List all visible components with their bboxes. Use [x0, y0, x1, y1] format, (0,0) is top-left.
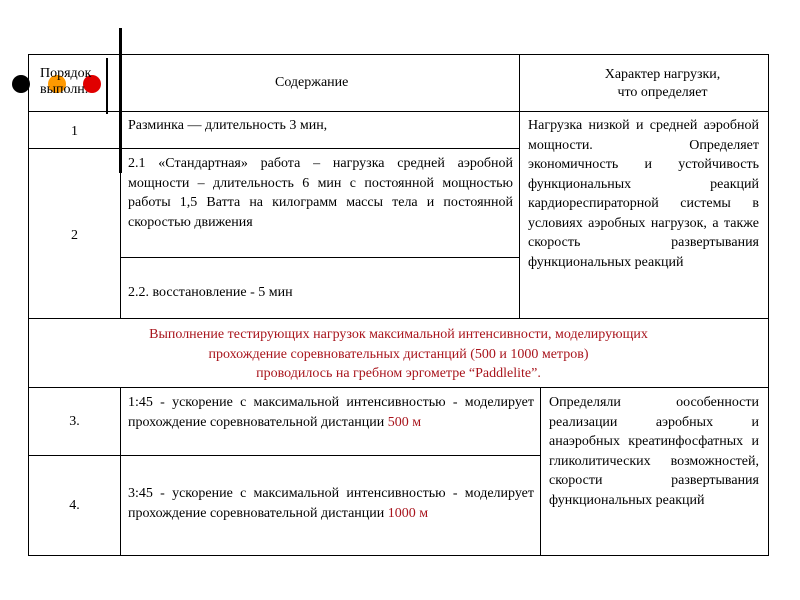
banner-line1: Выполнение тестирующих нагрузок максимальной интенсивности, моделирующих [149, 327, 648, 342]
table-border [28, 387, 769, 388]
row4-distance: 1000 м [387, 505, 429, 521]
table-border [28, 148, 520, 149]
header-load [560, 66, 765, 102]
table-border [768, 54, 769, 556]
header-load-line2: что определяет [617, 85, 708, 100]
row1-number: 1 [71, 124, 78, 139]
header-content: Содержание [275, 75, 349, 90]
row2-content-a: 2.1 «Стандартная» работа – нагрузка средней аэробной мощности – длительность 6 мин с постоянной мощностью работы 1,5 Ватта на килограмм массы тела и постоянной скоростью движения [128, 156, 513, 230]
header-order: Порядок выполн. [40, 66, 92, 97]
table-border [28, 455, 541, 456]
row2-number: 2 [71, 228, 78, 243]
row4-content [128, 484, 534, 523]
row3-content [128, 393, 534, 432]
row2-content-b: 2.2. восстановление - 5 мин [128, 285, 293, 300]
row3-content-text: 1:45 - ускорение с максимальной интенсивностью - моделирует прохождение соревновательной дистанции [128, 395, 534, 430]
group1-load-description: Нагрузка низкой и средней аэробной мощности. Определяет экономичность и устойчивость функциональных реакций кардиореспираторной системы в условиях аэробных нагрузок, а также скорость развертывания функциональных реакций [528, 118, 759, 270]
table-border [519, 54, 520, 319]
header-load-line1: Характер нагрузки, [604, 67, 721, 82]
row4-content-text: 3:45 - ускорение с максимальной интенсивностью - моделирует прохождение соревновательной дистанции [128, 486, 534, 521]
table-border [540, 387, 541, 556]
table-border [28, 111, 769, 112]
row1-content: Разминка — длительность 3 мин, [128, 118, 328, 133]
table-border [28, 318, 769, 319]
banner-line2: прохождение соревновательных дистанций (500 и 1000 метров) [208, 346, 589, 362]
table-border [120, 387, 121, 556]
group2-load-description: Определяли оособенности реализации аэробных и анаэробных креатинфосфатных и гликолитических возможностей, скорости развертывания функциональных реакций [549, 395, 759, 508]
table-border [120, 111, 121, 319]
table-border [120, 257, 520, 258]
row3-number: 3. [69, 414, 80, 429]
row4-number: 4. [69, 498, 80, 513]
row3-distance: 500 м [387, 414, 422, 430]
table-border [28, 54, 769, 55]
table-border [28, 555, 769, 556]
banner-line3: проводилось на гребном эргометре “Paddlelite”. [256, 366, 541, 381]
test-load-banner [30, 325, 767, 384]
